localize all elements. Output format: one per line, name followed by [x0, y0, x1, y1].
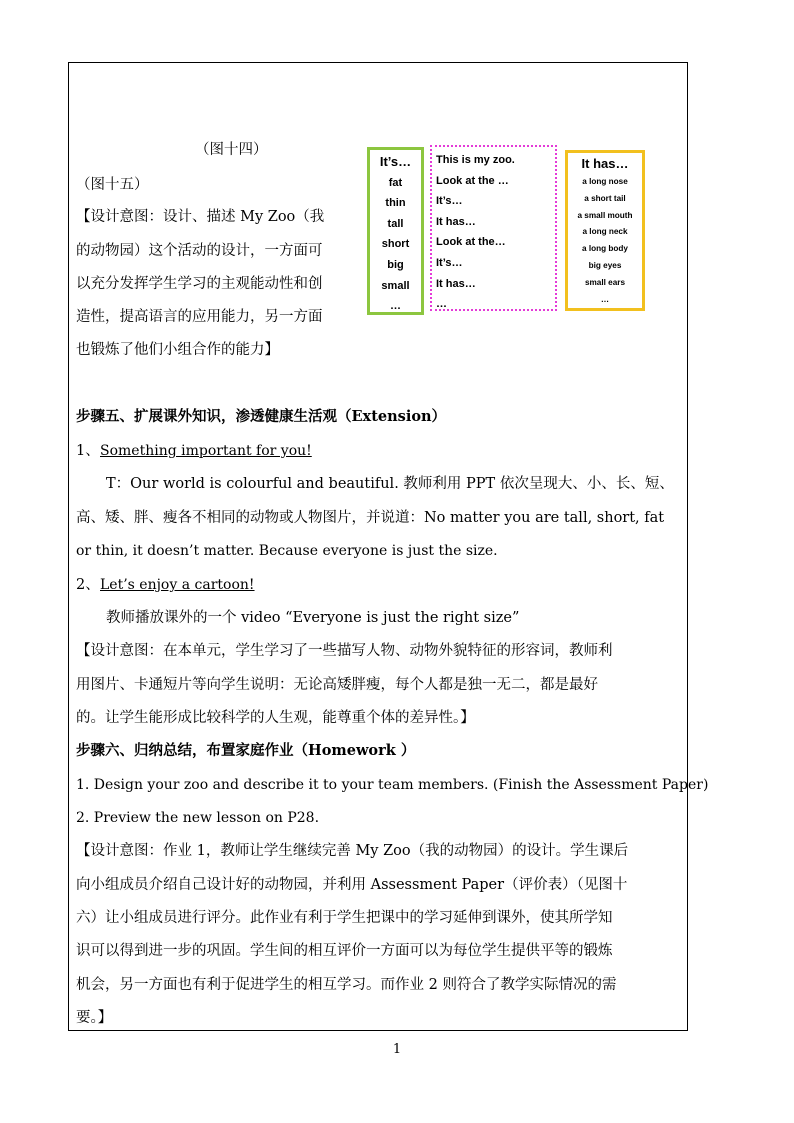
step5-body-line: 高、矮、胖、瘦各不相同的动物或人物图片，并说道：No matter you are tall, short, fat [76, 510, 665, 526]
phrase-item: a small mouth [577, 210, 633, 220]
word-item: small [381, 279, 410, 292]
step5-item1-number: 1、 [76, 443, 100, 459]
design-intent-line: 机会，另一方面也有利于促进学生的相互学习。而作业 2 则符合了教学实际情况的需 [76, 977, 617, 993]
page-number: 1 [392, 1042, 402, 1057]
sentence-item: Look at the… [436, 236, 506, 249]
caption-figure-14: （图十四） [195, 142, 268, 158]
design-intent-line: 【设计意图：作业 1，教师让学生继续完善 My Zoo（我的动物园）的设计。学生课后 [76, 843, 629, 859]
design-intent-line: 的。让学生能形成比较科学的人生观，能尊重个体的差异性。】 [76, 710, 475, 726]
feature-phrase-box [565, 150, 645, 311]
word-item: fat [388, 176, 403, 189]
word-box-title: It has… [581, 156, 629, 171]
homework-item: 1. Design your zoo and describe it to your team members. (Finish the Assessment Paper) [76, 777, 709, 793]
word-item: thin [385, 197, 406, 210]
design-intent-line: 向小组成员介绍自己设计好的动物园，并利用 Assessment Paper（评价表）（见图十 [76, 877, 628, 893]
design-intent-line: 六）让小组成员进行评分。此作业有利于学生把课中的学习延伸到课外，使其所学知 [76, 910, 613, 926]
homework-item: 2. Preview the new lesson on P28. [76, 810, 320, 826]
phrase-item: a long nose [582, 177, 628, 186]
sentence-pattern-box [430, 145, 557, 311]
phrase-item: … [600, 294, 610, 304]
sentence-item: This is my zoo. [436, 154, 515, 166]
step5-item1-title: Something important for you! [100, 443, 312, 459]
step6-heading: 步骤六、归纳总结，布置家庭作业（Homework ） [76, 742, 416, 759]
step5-video-line: 教师播放课外的一个 video “Everyone is just the right size” [106, 610, 520, 626]
design-intent-line: 要。】 [76, 1010, 113, 1026]
phrase-item: small ears [584, 277, 626, 287]
sentence-item: … [436, 298, 447, 311]
sentence-item: It has… [436, 277, 476, 290]
adjective-word-box [367, 147, 424, 315]
design-intent-line: 也锻炼了他们小组合作的能力】 [76, 342, 279, 358]
word-item: … [390, 300, 401, 313]
sentence-item: Look at the … [436, 174, 509, 187]
design-intent-line: 【设计意图：设计、描述 My Zoo（我 [76, 209, 325, 225]
step5-body-line: or thin, it doesn’t matter. Because everyone is just the size. [76, 543, 498, 559]
step5-heading: 步骤五、扩展课外知识，渗透健康生活观（Extension） [76, 408, 447, 425]
design-intent-line: 以充分发挥学生学习的主观能动性和创 [76, 276, 323, 292]
phrase-item: a short tail [584, 193, 626, 203]
phrase-item: a long neck [582, 227, 628, 237]
design-intent-line: 造性，提高语言的应用能力，另一方面 [76, 309, 323, 325]
step5-body-line: T：Our world is colourful and beautiful. 教师利用 PPT 依次呈现大、小、长、短、 [106, 476, 674, 492]
design-intent-line: 的动物园）这个活动的设计，一方面可 [76, 243, 323, 259]
word-item: tall [387, 217, 404, 230]
sentence-item: It’s… [436, 195, 463, 208]
design-intent-line: 用图片、卡通短片等向学生说明：无论高矮胖瘦，每个人都是独一无二，都是最好 [76, 677, 598, 693]
step5-item2-number: 2、 [76, 577, 100, 593]
design-intent-line: 识可以得到进一步的巩固。学生间的相互评价一方面可以为每位学生提供平等的锻炼 [76, 943, 613, 959]
phrase-item: a long body [582, 244, 628, 254]
word-item: big [387, 258, 404, 271]
sentence-item: It has… [436, 215, 476, 228]
design-intent-line: 【设计意图：在本单元，学生学习了一些描写人物、动物外貌特征的形容词，教师利 [76, 643, 613, 659]
sentence-item: It’s… [436, 256, 463, 269]
phrase-item: big eyes [588, 260, 622, 270]
step5-item2-title: Let’s enjoy a cartoon! [100, 577, 255, 593]
caption-figure-15: （图十五） [76, 177, 149, 193]
word-box-title: It’s… [379, 154, 412, 169]
word-item: short [381, 238, 410, 251]
